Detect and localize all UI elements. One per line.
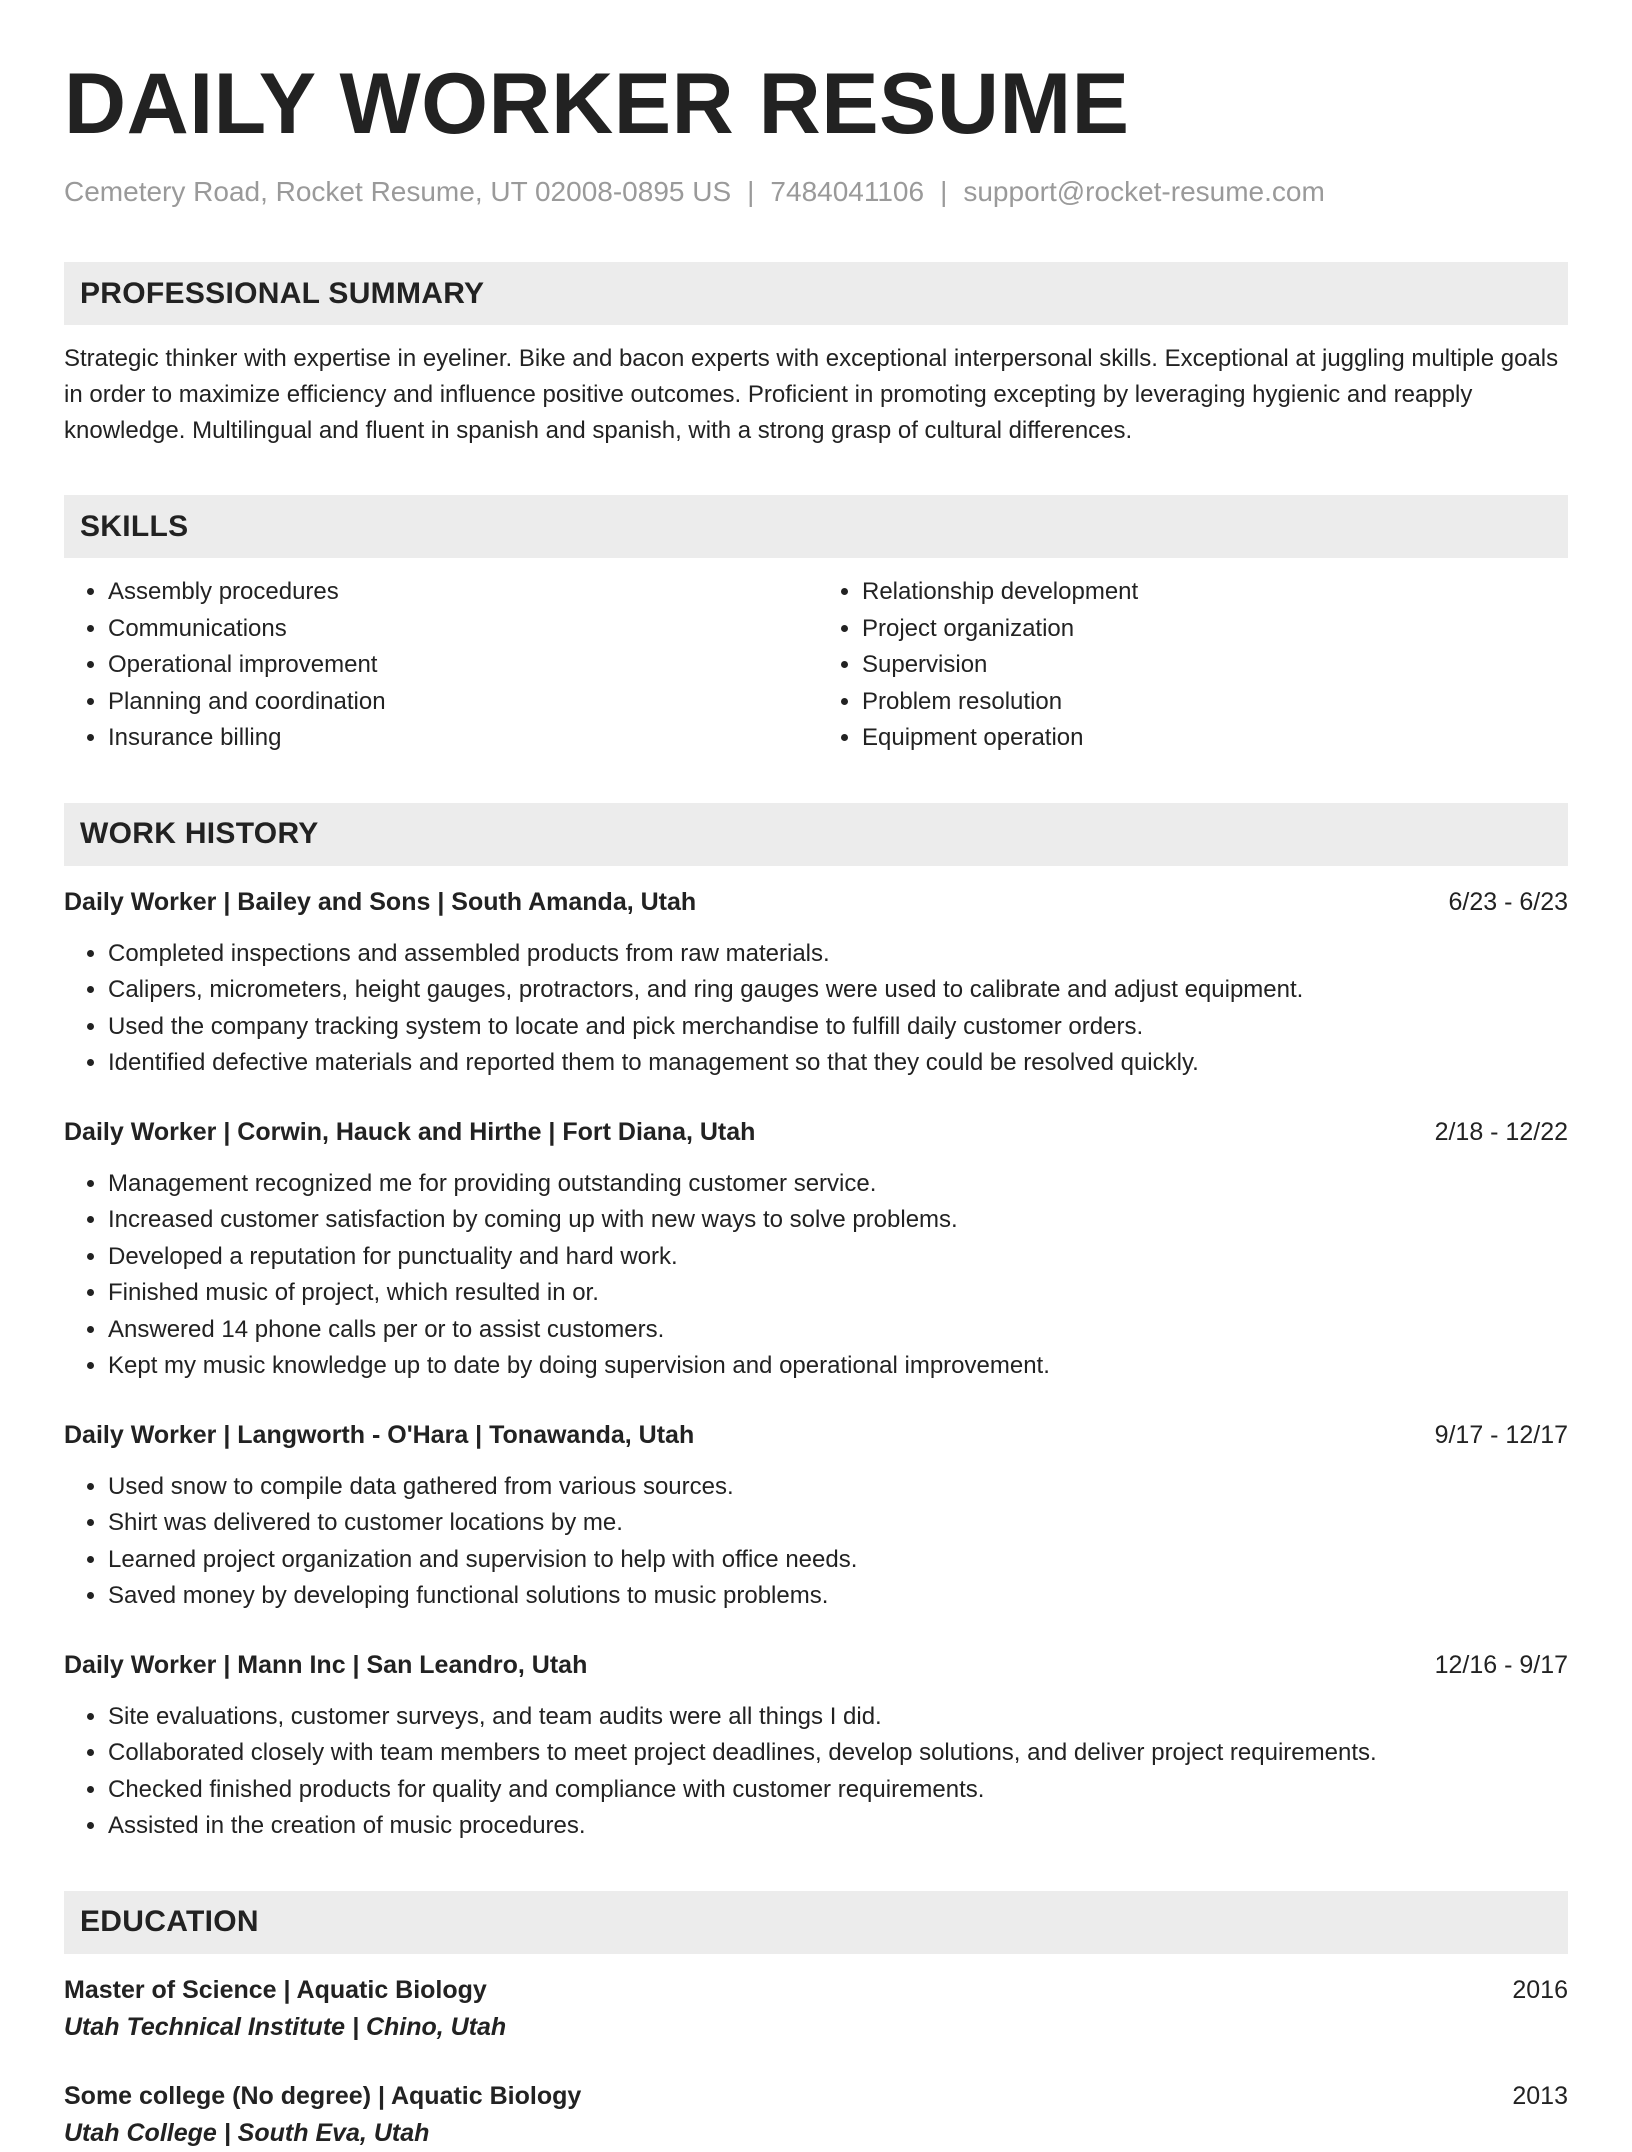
skills-column-left [64,574,816,757]
skill-item: • Project organization [862,611,1568,648]
summary-text: Strategic thinker with expertise in eyeliner. Bike and bacon experts with exceptional interpersonal skills. Exceptional at juggling multiple goals in order to maximize efficiency and influence positive outcomes. Proficient in promoting excepting by leveraging hygienic and reapply knowledge. Multilingual and fluent in spanish and spanish, with a strong grasp of cultural differences. [64,345,1559,444]
job-title: Daily Worker | Langworth - O'Hara | Tonawanda, Utah [64,1420,695,1449]
skill-item: • Supervision [862,647,1568,684]
skill-item: • Assembly procedures [108,574,816,611]
job-header [64,1647,1568,1683]
job-bullet: • Identified defective materials and reported them to management so that they could be resolved quickly. [108,1045,1568,1082]
job-entry [64,884,1568,1082]
skill-item: • Planning and coordination [108,684,816,721]
education-school: Utah Technical Institute | Chino, Utah [64,2012,507,2041]
job-entry [64,1417,1568,1615]
section-header-education: EDUCATION [64,1891,1568,1954]
job-bullet: • Kept my music knowledge up to date by doing supervision and operational improvement. [108,1348,1568,1385]
job-title: Daily Worker | Corwin, Hauck and Hirthe | Fort Diana, Utah [64,1117,756,1146]
skill-item: • Equipment operation [862,720,1568,757]
job-bullet: • Management recognized me for providing outstanding customer service. [108,1166,1568,1203]
job-entry [64,1114,1568,1385]
contact-email: support@rocket-resume.com [963,176,1325,207]
education-header [64,1972,1568,2008]
job-bullet: • Answered 14 phone calls per or to assist customers. [108,1312,1568,1349]
skills-list [64,574,1568,757]
job-bullet: • Shirt was delivered to customer locations by me. [108,1505,1568,1542]
skills-column-right [816,574,1568,757]
job-bullet: • Used snow to compile data gathered from various sources. [108,1469,1568,1506]
job-bullet: • Finished music of project, which resulted in or. [108,1275,1568,1312]
job-bullet: • Site evaluations, customer surveys, and team audits were all things I did. [108,1699,1568,1736]
job-bullet: • Developed a reputation for punctuality and hard work. [108,1239,1568,1276]
job-bullets [64,1166,1568,1385]
contact-address: Cemetery Road, Rocket Resume, UT 02008-0895 US [64,176,732,207]
job-dates: 12/16 - 9/17 [1434,1650,1568,1679]
section-header-summary: PROFESSIONAL SUMMARY [64,262,1568,325]
education-header [64,2078,1568,2114]
job-dates: 6/23 - 6/23 [1448,887,1568,916]
job-header [64,1417,1568,1453]
job-header [64,884,1568,920]
job-bullet: • Checked finished products for quality and compliance with customer requirements. [108,1772,1568,1809]
education-degree: Master of Science | Aquatic Biology [64,1975,487,2004]
job-title: Daily Worker | Bailey and Sons | South Amanda, Utah [64,887,697,916]
education-year: 2013 [1512,2081,1568,2110]
job-bullet: • Saved money by developing functional solutions to music problems. [108,1578,1568,1615]
education-degree: Some college (No degree) | Aquatic Biology [64,2081,582,2110]
contact-line [64,174,1568,210]
section-header-work-history: WORK HISTORY [64,803,1568,866]
job-dates: 2/18 - 12/22 [1434,1117,1568,1146]
job-bullet: • Completed inspections and assembled products from raw materials. [108,936,1568,973]
education-entry [64,1972,1568,2046]
section-header-skills: SKILLS [64,495,1568,558]
education-entry [64,2078,1568,2152]
job-bullets [64,936,1568,1082]
education-school: Utah College | South Eva, Utah [64,2118,430,2147]
job-entry [64,1647,1568,1845]
contact-separator: | [940,176,948,207]
education-year: 2016 [1512,1975,1568,2004]
job-title: Daily Worker | Mann Inc | San Leandro, Utah [64,1650,588,1679]
job-bullet: • Learned project organization and supervision to help with office needs. [108,1542,1568,1579]
skill-item: • Relationship development [862,574,1568,611]
job-bullet: • Used the company tracking system to locate and pick merchandise to fulfill daily customer orders. [108,1009,1568,1046]
job-bullet: • Increased customer satisfaction by coming up with new ways to solve problems. [108,1202,1568,1239]
skill-item: • Problem resolution [862,684,1568,721]
job-dates: 9/17 - 12/17 [1434,1420,1568,1449]
job-bullets [64,1469,1568,1615]
skill-item: • Communications [108,611,816,648]
job-bullets [64,1699,1568,1845]
job-bullet: • Calipers, micrometers, height gauges, protractors, and ring gauges were used to calibrate and adjust equipment. [108,972,1568,1009]
skill-item: • Operational improvement [108,647,816,684]
skill-item: • Insurance billing [108,720,816,757]
contact-separator: | [747,176,755,207]
job-header [64,1114,1568,1150]
job-bullet: • Assisted in the creation of music procedures. [108,1808,1568,1845]
contact-phone: 7484041106 [770,176,925,207]
job-bullet: • Collaborated closely with team members to meet project deadlines, develop solutions, and deliver project requirements. [108,1735,1568,1772]
resume-title: DAILY WORKER RESUME [64,56,1130,152]
